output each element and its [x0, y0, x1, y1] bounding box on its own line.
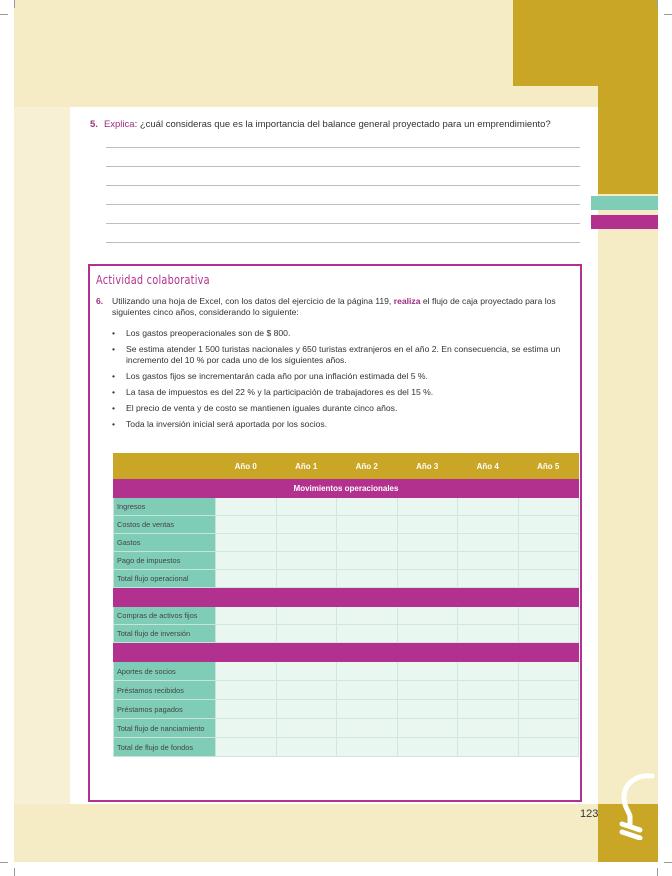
answer-line[interactable] — [106, 204, 580, 205]
input-cell[interactable] — [397, 681, 458, 700]
input-cell[interactable] — [276, 738, 337, 757]
input-cell[interactable] — [458, 681, 519, 700]
left-cream-band — [14, 107, 70, 807]
input-cell[interactable] — [518, 700, 579, 719]
input-cell[interactable] — [518, 662, 579, 681]
crop-mark — [657, 868, 658, 876]
item-number: 6. — [96, 296, 104, 306]
row-label: Total de flujo de fondos — [114, 738, 216, 757]
intro-text-end: el flujo de caja proyectado para los siguientes cinco años, considerando lo siguiente: — [112, 296, 556, 318]
collaborative-activity-box — [88, 264, 582, 802]
list-item: • El precio de venta y de costo se mantienen iguales durante cinco años. — [112, 403, 580, 414]
table-row — [114, 662, 579, 681]
table-row — [114, 516, 579, 534]
question-keyword: Explica — [103, 119, 135, 130]
input-cell[interactable] — [337, 516, 398, 534]
input-cell[interactable] — [518, 534, 579, 552]
input-cell[interactable] — [276, 700, 337, 719]
input-cell[interactable] — [216, 570, 277, 588]
activity-item-6 — [96, 296, 576, 319]
list-item: • Los gastos preoperacionales son de $ 800. — [112, 328, 580, 339]
input-cell[interactable] — [337, 552, 398, 570]
question-number: 5. — [90, 119, 98, 130]
list-item: • Toda la inversión inicial será aportada por los socios. — [112, 419, 580, 430]
answer-line[interactable] — [106, 242, 580, 243]
input-cell[interactable] — [397, 516, 458, 534]
input-cell[interactable] — [458, 516, 519, 534]
list-item: • Se estima atender 1 500 turistas nacionales y 650 turistas extranjeros en el año 2. En consecuencia, se estima un incremento del 10 % por cada uno de los siguientes años. — [112, 344, 580, 367]
answer-line[interactable] — [106, 166, 580, 167]
input-cell[interactable] — [397, 662, 458, 681]
table-header-cell: Año 4 — [458, 454, 519, 479]
table-row — [114, 681, 579, 700]
answer-line[interactable] — [106, 147, 580, 148]
input-cell[interactable] — [458, 607, 519, 625]
input-cell[interactable] — [337, 719, 398, 738]
input-cell[interactable] — [276, 681, 337, 700]
input-cell[interactable] — [518, 681, 579, 700]
table-row — [114, 607, 579, 625]
input-cell[interactable] — [397, 552, 458, 570]
row-label: Total flujo operacional — [114, 570, 216, 588]
section-row-investment — [114, 588, 579, 607]
input-cell[interactable] — [458, 738, 519, 757]
input-cell[interactable] — [397, 534, 458, 552]
input-cell[interactable] — [276, 516, 337, 534]
input-cell[interactable] — [337, 662, 398, 681]
input-cell[interactable] — [458, 552, 519, 570]
input-cell[interactable] — [518, 719, 579, 738]
input-cell[interactable] — [458, 700, 519, 719]
table-row — [114, 552, 579, 570]
conditions-list — [112, 328, 580, 435]
table-row — [114, 570, 579, 588]
row-label: Préstamos pagados — [114, 700, 216, 719]
answer-line[interactable] — [106, 223, 580, 224]
row-label: Costos de ventas — [114, 516, 216, 534]
table-row — [114, 719, 579, 738]
input-cell[interactable] — [397, 607, 458, 625]
page-number: 123 — [580, 808, 599, 820]
table-row — [114, 498, 579, 516]
crop-mark — [664, 14, 672, 15]
row-label: Compras de activos fijos — [114, 607, 216, 625]
right-gold-block — [598, 86, 658, 194]
input-cell[interactable] — [276, 498, 337, 516]
input-cell[interactable] — [216, 625, 277, 643]
input-cell[interactable] — [397, 738, 458, 757]
input-cell[interactable] — [397, 625, 458, 643]
input-cell[interactable] — [337, 738, 398, 757]
section-bar — [114, 643, 579, 662]
answer-line[interactable] — [106, 185, 580, 186]
crop-mark — [0, 14, 8, 15]
input-cell[interactable] — [216, 516, 277, 534]
lightbulb-icon — [600, 770, 660, 840]
input-cell[interactable] — [276, 552, 337, 570]
table-row — [114, 625, 579, 643]
section-row-operational — [114, 479, 579, 498]
input-cell[interactable] — [518, 607, 579, 625]
crop-mark — [0, 862, 8, 863]
input-cell[interactable] — [397, 498, 458, 516]
input-cell[interactable] — [216, 552, 277, 570]
input-cell[interactable] — [518, 552, 579, 570]
crop-mark — [14, 868, 15, 876]
section-bar — [114, 588, 579, 607]
list-item: • Los gastos fijos se incrementarán cada año por una inflación estimada del 5 %. — [112, 371, 580, 382]
input-cell[interactable] — [216, 498, 277, 516]
input-cell[interactable] — [337, 498, 398, 516]
intro-text: Utilizando una hoja de Excel, con los datos del ejercicio de la página 119, — [112, 296, 394, 306]
input-cell[interactable] — [458, 625, 519, 643]
input-cell[interactable] — [518, 738, 579, 757]
table-header-cell: Año 5 — [518, 454, 579, 479]
input-cell[interactable] — [276, 662, 337, 681]
teal-tab — [591, 196, 658, 210]
table-header-cell: Año 0 — [216, 454, 277, 479]
input-cell[interactable] — [276, 607, 337, 625]
input-cell[interactable] — [397, 719, 458, 738]
input-cell[interactable] — [518, 625, 579, 643]
input-cell[interactable] — [216, 700, 277, 719]
crop-mark — [14, 0, 15, 8]
input-cell[interactable] — [276, 719, 337, 738]
input-cell[interactable] — [276, 534, 337, 552]
input-cell[interactable] — [337, 534, 398, 552]
table-row — [114, 534, 579, 552]
input-cell[interactable] — [216, 681, 277, 700]
magenta-tab — [591, 215, 658, 229]
input-cell[interactable] — [216, 662, 277, 681]
question-5 — [90, 119, 590, 130]
bottom-cream-band — [14, 804, 658, 862]
input-cell[interactable] — [518, 498, 579, 516]
input-cell[interactable] — [216, 719, 277, 738]
crop-mark — [664, 862, 672, 863]
input-cell[interactable] — [337, 570, 398, 588]
row-label: Gastos — [114, 534, 216, 552]
right-cream-column — [598, 86, 658, 806]
row-label: Total flujo de inversión — [114, 625, 216, 643]
input-cell[interactable] — [518, 570, 579, 588]
row-label: Aportes de socios — [114, 662, 216, 681]
activity-title: Actividad colaborativa — [96, 272, 210, 287]
input-cell[interactable] — [216, 607, 277, 625]
row-label: Pago de impuestos — [114, 552, 216, 570]
table-header-cell: Año 3 — [397, 454, 458, 479]
crop-mark — [657, 0, 658, 8]
row-label: Total flujo de nanciamiento — [114, 719, 216, 738]
input-cell[interactable] — [337, 625, 398, 643]
section-title: Movimientos operacionales — [114, 479, 579, 498]
top-cream-band — [14, 0, 598, 107]
input-cell[interactable] — [337, 700, 398, 719]
input-cell[interactable] — [458, 662, 519, 681]
input-cell[interactable] — [458, 570, 519, 588]
input-cell[interactable] — [458, 498, 519, 516]
question-text: : ¿cuál consideras que es la importancia del balance general proyectado para un emprendimiento? — [134, 119, 551, 130]
cash-flow-table — [113, 453, 579, 757]
row-label: Ingresos — [114, 498, 216, 516]
table-row — [114, 700, 579, 719]
input-cell[interactable] — [397, 570, 458, 588]
input-cell[interactable] — [518, 516, 579, 534]
section-row-financing — [114, 643, 579, 662]
input-cell[interactable] — [276, 570, 337, 588]
top-gold-block — [513, 0, 658, 86]
item-text — [112, 296, 576, 319]
input-cell[interactable] — [337, 681, 398, 700]
list-item: • La tasa de impuestos es del 22 % y la participación de trabajadores es del 15 %. — [112, 387, 580, 398]
intro-keyword: realiza — [393, 296, 421, 306]
input-cell[interactable] — [216, 534, 277, 552]
input-cell[interactable] — [216, 738, 277, 757]
input-cell[interactable] — [458, 719, 519, 738]
table-header-cell — [114, 454, 216, 479]
input-cell[interactable] — [276, 625, 337, 643]
table-header-cell: Año 1 — [276, 454, 337, 479]
input-cell[interactable] — [337, 607, 398, 625]
table-header-cell: Año 2 — [337, 454, 398, 479]
row-label: Préstamos recibidos — [114, 681, 216, 700]
input-cell[interactable] — [458, 534, 519, 552]
input-cell[interactable] — [397, 700, 458, 719]
table-header-row — [114, 454, 579, 479]
table-row — [114, 738, 579, 757]
